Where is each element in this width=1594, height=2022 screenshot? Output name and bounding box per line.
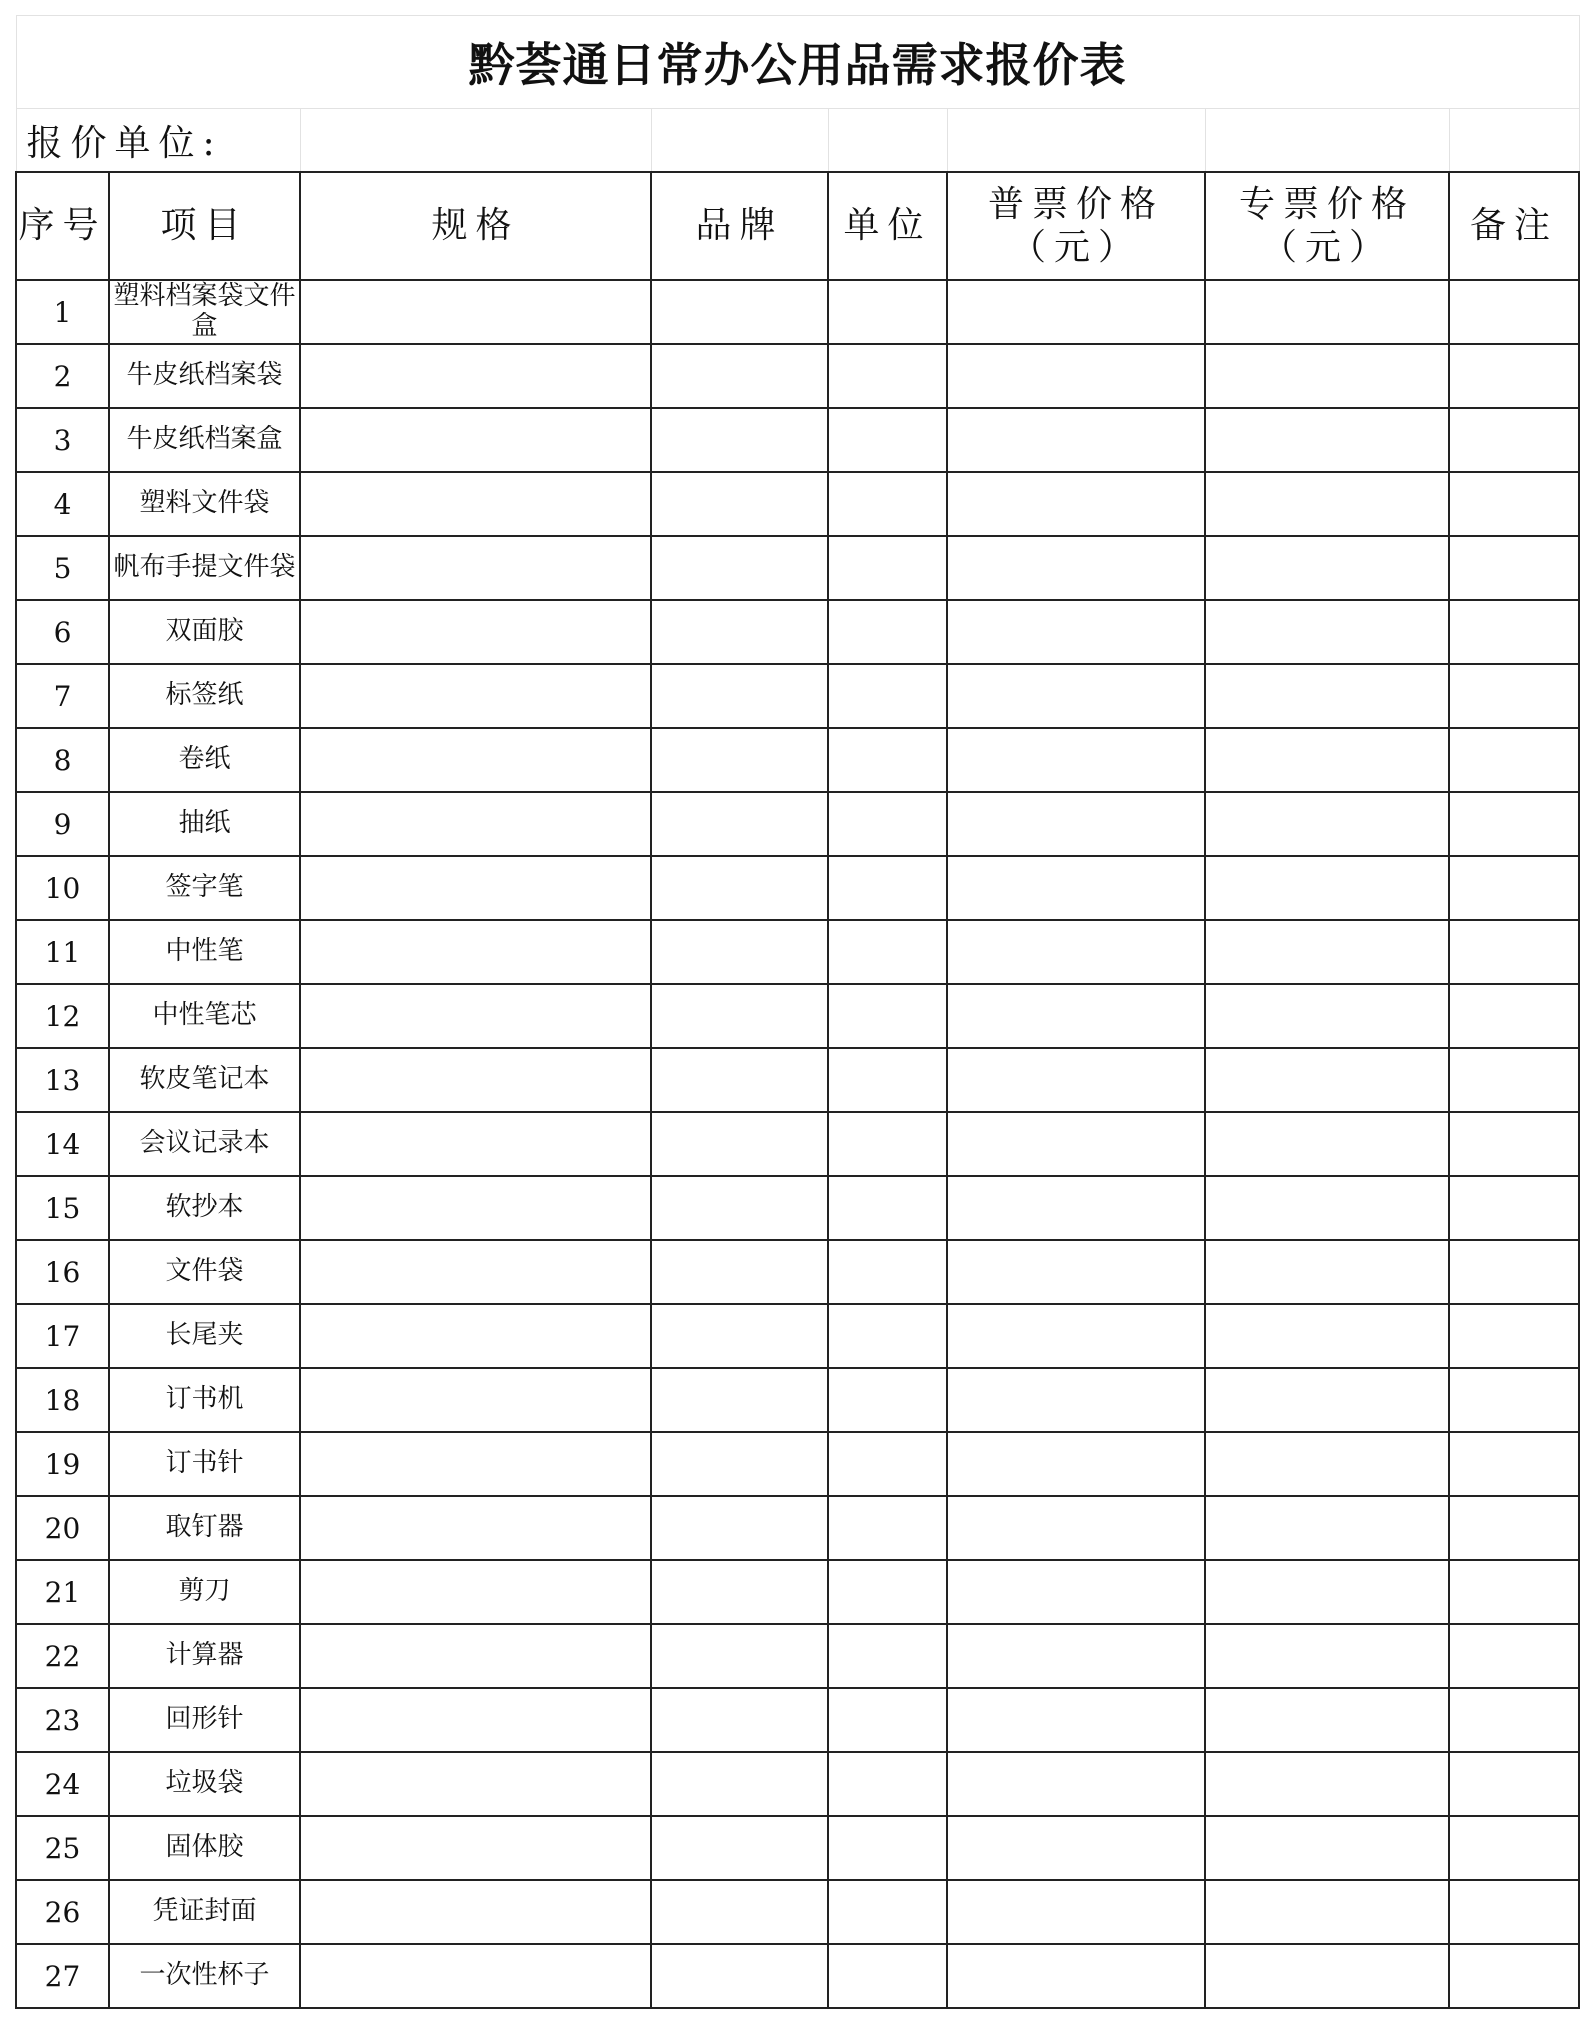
special-price-cell[interactable]: [1205, 1112, 1449, 1176]
spec-cell[interactable]: [300, 1688, 651, 1752]
normal-price-cell[interactable]: [947, 1752, 1205, 1816]
row-item: 中性笔芯: [109, 984, 300, 1048]
unit-cell[interactable]: [828, 1240, 947, 1304]
remark-cell[interactable]: [1449, 1496, 1579, 1560]
special-price-cell[interactable]: [1205, 1496, 1449, 1560]
quotation-sheet: [15, 15, 1580, 2009]
special-price-cell[interactable]: [1205, 472, 1449, 536]
row-seq: 5: [16, 536, 109, 600]
table-row: [16, 1560, 1579, 1624]
quote-unit-label: 报价单位:: [16, 109, 300, 173]
row-seq: 17: [16, 1304, 109, 1368]
unit-cell[interactable]: [828, 1816, 947, 1880]
special-price-cell[interactable]: [1205, 1304, 1449, 1368]
normal-price-cell[interactable]: [947, 1624, 1205, 1688]
remark-cell[interactable]: [1449, 792, 1579, 856]
remark-cell[interactable]: [1449, 1880, 1579, 1944]
row-seq: 11: [16, 920, 109, 984]
header-item: 项目: [109, 172, 300, 280]
row-seq: 19: [16, 1432, 109, 1496]
row-item: 标签纸: [109, 664, 300, 728]
table-row: [16, 728, 1579, 792]
brand-cell[interactable]: [651, 1368, 828, 1432]
remark-cell[interactable]: [1449, 344, 1579, 408]
special-price-cell[interactable]: [1205, 408, 1449, 472]
unit-cell[interactable]: [828, 1752, 947, 1816]
table-row: [16, 1432, 1579, 1496]
normal-price-cell[interactable]: [947, 536, 1205, 600]
remark-cell[interactable]: [1449, 1048, 1579, 1112]
header-unit: 单位: [828, 172, 947, 280]
table-row: [16, 344, 1579, 408]
remark-cell[interactable]: [1449, 728, 1579, 792]
header-remark: 备注: [1449, 172, 1579, 280]
table-row: [16, 1816, 1579, 1880]
table-row: [16, 1944, 1579, 2008]
normal-price-cell[interactable]: [947, 1816, 1205, 1880]
row-seq: 18: [16, 1368, 109, 1432]
row-item: 软抄本: [109, 1176, 300, 1240]
row-item: 固体胶: [109, 1816, 300, 1880]
row-seq: 4: [16, 472, 109, 536]
row-item: 剪刀: [109, 1560, 300, 1624]
row-seq: 14: [16, 1112, 109, 1176]
row-item: 抽纸: [109, 792, 300, 856]
normal-price-cell[interactable]: [947, 472, 1205, 536]
table-row: [16, 1048, 1579, 1112]
header-normal-invoice-price: [947, 172, 1205, 280]
row-seq: 3: [16, 408, 109, 472]
normal-price-cell[interactable]: [947, 600, 1205, 664]
normal-price-cell[interactable]: [947, 1560, 1205, 1624]
table-row: [16, 1752, 1579, 1816]
normal-price-cell[interactable]: [947, 984, 1205, 1048]
spec-cell[interactable]: [300, 1112, 651, 1176]
row-seq: 22: [16, 1624, 109, 1688]
row-seq: 20: [16, 1496, 109, 1560]
normal-price-cell[interactable]: [947, 1112, 1205, 1176]
unit-cell[interactable]: [828, 1624, 947, 1688]
row-item: 回形针: [109, 1688, 300, 1752]
unit-cell[interactable]: [828, 856, 947, 920]
spec-cell[interactable]: [300, 792, 651, 856]
brand-cell[interactable]: [651, 472, 828, 536]
table-row: [16, 280, 1579, 344]
unit-cell[interactable]: [828, 984, 947, 1048]
header-normal-price-line2: （元）: [1009, 227, 1142, 268]
row-item: 取钉器: [109, 1496, 300, 1560]
remark-cell[interactable]: [1449, 1112, 1579, 1176]
spec-cell[interactable]: [300, 1624, 651, 1688]
remark-cell[interactable]: [1449, 1560, 1579, 1624]
remark-cell[interactable]: [1449, 1176, 1579, 1240]
normal-price-cell[interactable]: [947, 792, 1205, 856]
unit-cell[interactable]: [828, 536, 947, 600]
brand-cell[interactable]: [651, 344, 828, 408]
row-item: 塑料档案袋文件盒: [109, 280, 300, 344]
spec-cell[interactable]: [300, 1176, 651, 1240]
table-row: [16, 536, 1579, 600]
brand-cell[interactable]: [651, 920, 828, 984]
special-price-cell[interactable]: [1205, 1752, 1449, 1816]
brand-cell[interactable]: [651, 280, 828, 344]
header-seq: 序号: [16, 172, 109, 280]
special-price-cell[interactable]: [1205, 1560, 1449, 1624]
unit-cell[interactable]: [828, 1688, 947, 1752]
row-item: 牛皮纸档案盒: [109, 408, 300, 472]
brand-cell[interactable]: [651, 1432, 828, 1496]
brand-cell[interactable]: [651, 1944, 828, 2008]
brand-cell[interactable]: [651, 728, 828, 792]
table-row: [16, 1176, 1579, 1240]
remark-cell[interactable]: [1449, 408, 1579, 472]
row-seq: 8: [16, 728, 109, 792]
row-seq: 13: [16, 1048, 109, 1112]
brand-cell[interactable]: [651, 1816, 828, 1880]
row-seq: 10: [16, 856, 109, 920]
row-seq: 21: [16, 1560, 109, 1624]
brand-cell[interactable]: [651, 1624, 828, 1688]
table-row: [16, 1368, 1579, 1432]
row-seq: 24: [16, 1752, 109, 1816]
row-seq: 7: [16, 664, 109, 728]
row-item: 计算器: [109, 1624, 300, 1688]
special-price-cell[interactable]: [1205, 536, 1449, 600]
row-item: 垃圾袋: [109, 1752, 300, 1816]
spec-cell[interactable]: [300, 1496, 651, 1560]
remark-cell[interactable]: [1449, 472, 1579, 536]
quote-unit-cell[interactable]: [300, 109, 651, 173]
brand-cell[interactable]: [651, 792, 828, 856]
unit-cell[interactable]: [828, 792, 947, 856]
row-item: 软皮笔记本: [109, 1048, 300, 1112]
unit-cell[interactable]: [828, 1496, 947, 1560]
brand-cell[interactable]: [651, 1560, 828, 1624]
special-price-cell[interactable]: [1205, 1688, 1449, 1752]
remark-cell[interactable]: [1449, 856, 1579, 920]
header-spec: 规格: [300, 172, 651, 280]
quote-unit-cell[interactable]: [947, 109, 1205, 173]
table-row: [16, 1496, 1579, 1560]
table-row: [16, 1880, 1579, 1944]
brand-cell[interactable]: [651, 600, 828, 664]
spec-cell[interactable]: [300, 1240, 651, 1304]
row-item: 双面胶: [109, 600, 300, 664]
row-item: 塑料文件袋: [109, 472, 300, 536]
spec-cell[interactable]: [300, 1368, 651, 1432]
spec-cell[interactable]: [300, 1752, 651, 1816]
spec-cell[interactable]: [300, 984, 651, 1048]
row-item: 长尾夹: [109, 1304, 300, 1368]
table-row: [16, 1240, 1579, 1304]
special-price-cell[interactable]: [1205, 920, 1449, 984]
header-special-price-line2: （元）: [1260, 227, 1393, 268]
special-price-cell[interactable]: [1205, 1240, 1449, 1304]
brand-cell[interactable]: [651, 664, 828, 728]
special-price-cell[interactable]: [1205, 1624, 1449, 1688]
spec-cell[interactable]: [300, 920, 651, 984]
row-seq: 16: [16, 1240, 109, 1304]
unit-cell[interactable]: [828, 280, 947, 344]
row-seq: 25: [16, 1816, 109, 1880]
normal-price-cell[interactable]: [947, 1240, 1205, 1304]
row-seq: 15: [16, 1176, 109, 1240]
table-row: [16, 664, 1579, 728]
spec-cell[interactable]: [300, 728, 651, 792]
remark-cell[interactable]: [1449, 1432, 1579, 1496]
brand-cell[interactable]: [651, 1752, 828, 1816]
table-row: [16, 408, 1579, 472]
special-price-cell[interactable]: [1205, 344, 1449, 408]
unit-cell[interactable]: [828, 1368, 947, 1432]
unit-cell[interactable]: [828, 1880, 947, 1944]
normal-price-cell[interactable]: [947, 664, 1205, 728]
special-price-cell[interactable]: [1205, 1048, 1449, 1112]
normal-price-cell[interactable]: [947, 728, 1205, 792]
row-seq: 1: [16, 280, 109, 344]
remark-cell[interactable]: [1449, 984, 1579, 1048]
brand-cell[interactable]: [651, 1688, 828, 1752]
spec-cell[interactable]: [300, 1560, 651, 1624]
unit-cell[interactable]: [828, 408, 947, 472]
special-price-cell[interactable]: [1205, 856, 1449, 920]
remark-cell[interactable]: [1449, 1304, 1579, 1368]
normal-price-cell[interactable]: [947, 1048, 1205, 1112]
unit-cell[interactable]: [828, 600, 947, 664]
special-price-cell[interactable]: [1205, 600, 1449, 664]
remark-cell[interactable]: [1449, 1816, 1579, 1880]
remark-cell[interactable]: [1449, 1944, 1579, 2008]
table-row: [16, 792, 1579, 856]
normal-price-cell[interactable]: [947, 856, 1205, 920]
row-item: 凭证封面: [109, 1880, 300, 1944]
normal-price-cell[interactable]: [947, 408, 1205, 472]
spec-cell[interactable]: [300, 1304, 651, 1368]
row-item: 会议记录本: [109, 1112, 300, 1176]
unit-cell[interactable]: [828, 728, 947, 792]
row-item: 签字笔: [109, 856, 300, 920]
brand-cell[interactable]: [651, 408, 828, 472]
row-seq: 27: [16, 1944, 109, 2008]
unit-cell[interactable]: [828, 1432, 947, 1496]
quote-unit-cell[interactable]: [828, 109, 947, 173]
remark-cell[interactable]: [1449, 1688, 1579, 1752]
remark-cell[interactable]: [1449, 920, 1579, 984]
sheet-title: 黔荟通日常办公用品需求报价表: [16, 16, 1579, 109]
brand-cell[interactable]: [651, 1240, 828, 1304]
row-seq: 26: [16, 1880, 109, 1944]
normal-price-cell[interactable]: [947, 1496, 1205, 1560]
brand-cell[interactable]: [651, 856, 828, 920]
normal-price-cell[interactable]: [947, 1944, 1205, 2008]
normal-price-cell[interactable]: [947, 1368, 1205, 1432]
unit-cell[interactable]: [828, 920, 947, 984]
remark-cell[interactable]: [1449, 280, 1579, 344]
unit-cell[interactable]: [828, 1560, 947, 1624]
brand-cell[interactable]: [651, 536, 828, 600]
brand-cell[interactable]: [651, 1048, 828, 1112]
row-item: 订书针: [109, 1432, 300, 1496]
normal-price-cell[interactable]: [947, 344, 1205, 408]
row-item: 卷纸: [109, 728, 300, 792]
header-normal-price-line1: 普票价格: [987, 183, 1164, 225]
special-price-cell[interactable]: [1205, 1880, 1449, 1944]
title-row: [16, 16, 1579, 109]
special-price-cell[interactable]: [1205, 1432, 1449, 1496]
unit-cell[interactable]: [828, 1944, 947, 2008]
row-item: 一次性杯子: [109, 1944, 300, 2008]
header-brand: 品牌: [651, 172, 828, 280]
table-row: [16, 1688, 1579, 1752]
unit-cell[interactable]: [828, 472, 947, 536]
row-seq: 2: [16, 344, 109, 408]
remark-cell[interactable]: [1449, 1624, 1579, 1688]
brand-cell[interactable]: [651, 1176, 828, 1240]
remark-cell[interactable]: [1449, 1240, 1579, 1304]
special-price-cell[interactable]: [1205, 664, 1449, 728]
table-row: [16, 1112, 1579, 1176]
special-price-cell[interactable]: [1205, 280, 1449, 344]
spec-cell[interactable]: [300, 600, 651, 664]
special-price-cell[interactable]: [1205, 728, 1449, 792]
unit-cell[interactable]: [828, 1048, 947, 1112]
special-price-cell[interactable]: [1205, 792, 1449, 856]
spec-cell[interactable]: [300, 280, 651, 344]
normal-price-cell[interactable]: [947, 1304, 1205, 1368]
table-row: [16, 1624, 1579, 1688]
normal-price-cell[interactable]: [947, 1880, 1205, 1944]
spec-cell[interactable]: [300, 1880, 651, 1944]
remark-cell[interactable]: [1449, 536, 1579, 600]
table-row: [16, 856, 1579, 920]
spec-cell[interactable]: [300, 664, 651, 728]
brand-cell[interactable]: [651, 1304, 828, 1368]
brand-cell[interactable]: [651, 1496, 828, 1560]
remark-cell[interactable]: [1449, 1368, 1579, 1432]
row-seq: 12: [16, 984, 109, 1048]
table-row: [16, 1304, 1579, 1368]
unit-row: [16, 109, 1579, 173]
row-seq: 6: [16, 600, 109, 664]
table-row: [16, 472, 1579, 536]
remark-cell[interactable]: [1449, 600, 1579, 664]
quote-unit-cell[interactable]: [1205, 109, 1449, 173]
normal-price-cell[interactable]: [947, 1688, 1205, 1752]
spec-cell[interactable]: [300, 1048, 651, 1112]
remark-cell[interactable]: [1449, 664, 1579, 728]
unit-cell[interactable]: [828, 1304, 947, 1368]
table-row: [16, 600, 1579, 664]
special-price-cell[interactable]: [1205, 1368, 1449, 1432]
header-row: [16, 172, 1579, 280]
row-seq: 9: [16, 792, 109, 856]
spec-cell[interactable]: [300, 536, 651, 600]
unit-cell[interactable]: [828, 1176, 947, 1240]
special-price-cell[interactable]: [1205, 984, 1449, 1048]
special-price-cell[interactable]: [1205, 1816, 1449, 1880]
row-item: 牛皮纸档案袋: [109, 344, 300, 408]
spec-cell[interactable]: [300, 1816, 651, 1880]
row-item: 文件袋: [109, 1240, 300, 1304]
quote-unit-cell[interactable]: [1449, 109, 1579, 173]
special-price-cell[interactable]: [1205, 1176, 1449, 1240]
brand-cell[interactable]: [651, 984, 828, 1048]
row-item: 订书机: [109, 1368, 300, 1432]
row-seq: 23: [16, 1688, 109, 1752]
brand-cell[interactable]: [651, 1880, 828, 1944]
row-item: 帆布手提文件袋: [109, 536, 300, 600]
spec-cell[interactable]: [300, 1944, 651, 2008]
spec-cell[interactable]: [300, 1432, 651, 1496]
unit-cell[interactable]: [828, 344, 947, 408]
table-row: [16, 920, 1579, 984]
table-row: [16, 984, 1579, 1048]
normal-price-cell[interactable]: [947, 1432, 1205, 1496]
remark-cell[interactable]: [1449, 1752, 1579, 1816]
spec-cell[interactable]: [300, 344, 651, 408]
spec-cell[interactable]: [300, 472, 651, 536]
row-item: 中性笔: [109, 920, 300, 984]
quote-unit-cell[interactable]: [651, 109, 828, 173]
brand-cell[interactable]: [651, 1112, 828, 1176]
header-special-price-line1: 专票价格: [1238, 183, 1415, 225]
spec-cell[interactable]: [300, 408, 651, 472]
spec-cell[interactable]: [300, 856, 651, 920]
normal-price-cell[interactable]: [947, 1176, 1205, 1240]
special-price-cell[interactable]: [1205, 1944, 1449, 2008]
unit-cell[interactable]: [828, 664, 947, 728]
normal-price-cell[interactable]: [947, 920, 1205, 984]
unit-cell[interactable]: [828, 1112, 947, 1176]
header-special-invoice-price: [1205, 172, 1449, 280]
normal-price-cell[interactable]: [947, 280, 1205, 344]
